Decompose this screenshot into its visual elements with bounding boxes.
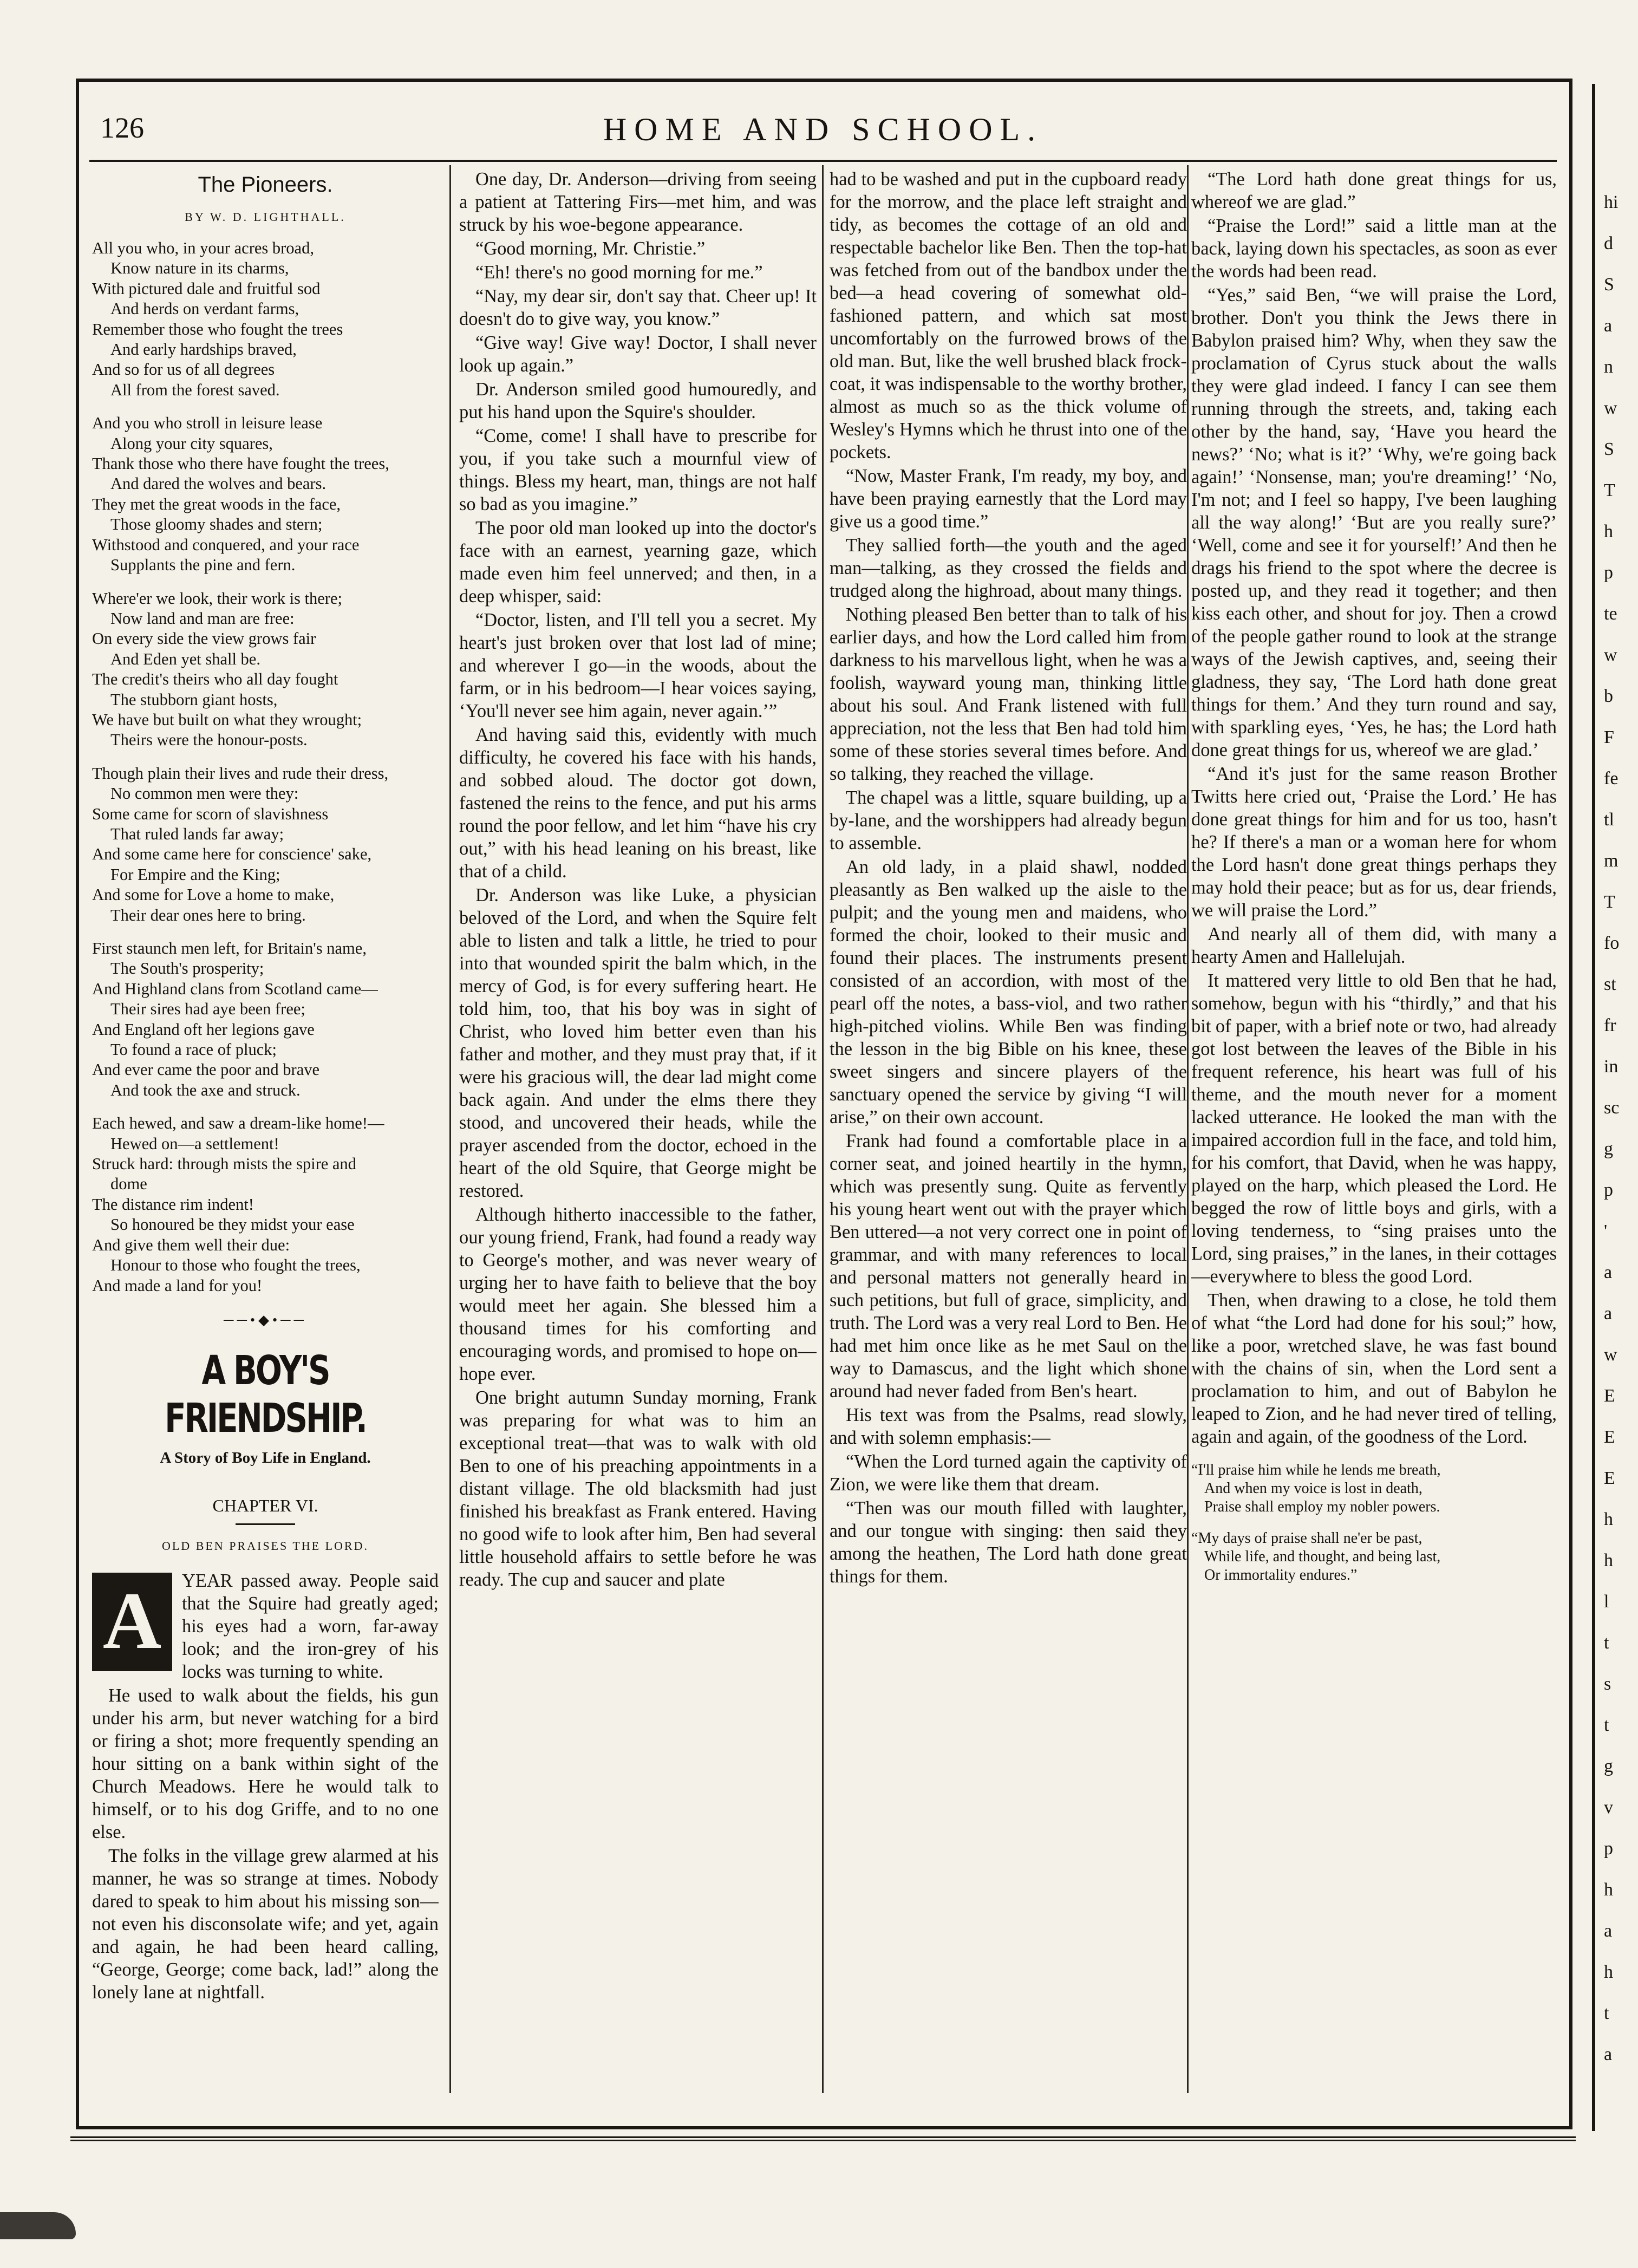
- adjacent-page-fragment: p: [1604, 1180, 1613, 1200]
- poem-line: Though plain their lives and rude their dress,: [92, 764, 389, 783]
- poem-line: And dared the wolves and bears.: [110, 474, 327, 493]
- paragraph: “The Lord hath done great things for us, whereof we are glad.”: [1191, 169, 1557, 212]
- paragraph: “Yes,” said Ben, “we will praise the Lord, brother. Don't you think the Jews there in Babylon praised him? Why, when they saw the proclamation of Cyrus stuck about the walls they were glad indeed. I fancy I can see them running through the streets, and, taking each other by the hand, say, ‘Have you heard the news?’ ‘No; what is it?’ ‘Why, we're going back again!’ ‘Nonsense, man; you're dreaming!’ ‘No, I'm not; and I feel so happy, I've been laughing all the way along!’ ‘But are you really sure?’ ‘Well, come and see it for yourself!’ And then he drags his friend to the spot where the decree is posted up, and they read it together; and then kiss each other, and shout for joy. Then a crowd of the people gather round to look at the strange ways of the Jewish captives, and, seeing their gladness, they say, ‘The Lord hath done great things for them.’ And they turn round and say, with sparkling eyes, ‘Yes, he has; the Lord hath done great things for us, whereof we are glad.’: [1191, 285, 1557, 760]
- hymn-stanza: [1191, 1461, 1557, 1516]
- adjacent-page-fragment: a: [1604, 316, 1613, 336]
- adjacent-page-fragment: T: [1604, 892, 1615, 912]
- poem-line: No common men were they:: [110, 784, 299, 803]
- paragraph: And having said this, evidently with much difficulty, he covered his face with his hands, and sobbed aloud. The doctor got down, fastened the reins to the fence, and put his arms round the poor fellow, and let him “have his cry out,” with his head leaning on his breast, like that of a child.: [459, 725, 817, 882]
- poem-line: The credit's theirs who all day fought: [92, 670, 338, 689]
- adjacent-page-fragment: p: [1604, 563, 1613, 583]
- divider: [236, 1523, 295, 1525]
- poem-line: The distance rim indent!: [92, 1195, 254, 1214]
- poem-line: Where'er we look, their work is there;: [92, 589, 342, 608]
- poem-line: Each hewed, and saw a dream-like home!—: [92, 1114, 384, 1133]
- adjacent-page-fragment: h: [1604, 1880, 1613, 1900]
- adjacent-page-fragment: te: [1604, 604, 1617, 624]
- adjacent-page-fragment: S: [1604, 275, 1614, 295]
- adjacent-page-fragment: T: [1604, 480, 1615, 500]
- adjacent-page-fragment: in: [1604, 1057, 1619, 1077]
- poem-line: Remember those who fought the trees: [92, 320, 343, 338]
- story-text: [1191, 168, 1557, 1448]
- adjacent-page-fragment: s: [1604, 1674, 1611, 1694]
- paragraph: And nearly all of them did, with many a hearty Amen and Hallelujah.: [1191, 924, 1557, 967]
- hymn-line: Or immortality endures.”: [1204, 1567, 1358, 1583]
- adjacent-page-fragment: g: [1604, 1139, 1613, 1159]
- paragraph: “Good morning, Mr. Christie.”: [475, 238, 706, 259]
- paragraph: “And it's just for the same reason Brother Twitts here cried out, ‘Praise the Lord.’ He has done great things for him and for us too, hasn't he? If there's a man or a woman here for whom the Lord hasn't done great things perhaps they may hold their peace; but as for us, dear friends, we will praise the Lord.”: [1191, 764, 1557, 921]
- adjacent-page-fragment: t: [1604, 2003, 1609, 2023]
- poem-stanza: [92, 589, 439, 751]
- paragraph: “Now, Master Frank, I'm ready, my boy, and have been praying earnestly that the Lord may give us a good time.”: [830, 466, 1187, 532]
- adjacent-page-rule: [1592, 84, 1595, 2131]
- adjacent-page-fragment: w: [1604, 1345, 1617, 1365]
- paragraph: The poor old man looked up into the doctor's face with an earnest, yearning gaze, which made even him feel unnerved; and then, in a deep whisper, said:: [459, 518, 817, 607]
- poem-line: The South's prosperity;: [110, 959, 264, 978]
- poem-body: [92, 238, 439, 1296]
- poem-line: And early hardships braved,: [110, 340, 297, 359]
- poem-line: And made a land for you!: [92, 1276, 263, 1295]
- poem-line: And herds on verdant farms,: [110, 299, 299, 318]
- hymn-line: While life, and thought, and being last,: [1204, 1548, 1441, 1565]
- poem-line: Their dear ones here to bring.: [110, 905, 306, 924]
- paragraph: YEAR passed away. People said that the Squire had greatly aged; his eyes had a worn, far-away look; and the iron-grey of his locks was turning to white.: [182, 1570, 439, 1682]
- adjacent-page-fragment: h: [1604, 1962, 1613, 1982]
- paragraph: His text was from the Psalms, read slowly, and with solemn emphasis:—: [830, 1405, 1187, 1448]
- adjacent-page-edge: [1592, 84, 1638, 2131]
- paragraph: One bright autumn Sunday morning, Frank was preparing for what was to him an exceptional treat—that was to walk with old Ben to one of his preaching appointments in a distant village. The old blacksmith had just finished his breakfast as Frank entered. Having no good wife to look after him, Ben had several little household affairs to settle before he was ready. The cup and saucer and plate: [459, 1387, 817, 1590]
- adjacent-page-fragment: E: [1604, 1468, 1615, 1488]
- poem-line: All you who, in your acres broad,: [92, 239, 314, 257]
- paragraph: The folks in the village grew alarmed at his manner, he was so strange at times. Nobody dared to speak to him about his missing son—not even his disconsolate wife; and yet, again and again, he had been heard calling, “George, George; come back, lad!” along the lonely lane at nightfall.: [92, 1845, 439, 2003]
- poem-line: Now land and man are free:: [110, 609, 295, 628]
- poem-line: They met the great woods in the face,: [92, 494, 341, 513]
- adjacent-page-fragment: sc: [1604, 1098, 1620, 1118]
- paragraph: “Praise the Lord!” said a little man at the back, laying down his spectacles, as soon as ever the words had been read.: [1191, 216, 1557, 282]
- chapter-subtitle: OLD BEN PRAISES THE LORD.: [161, 1539, 369, 1553]
- poem-line: And some for Love a home to make,: [92, 885, 335, 904]
- adjacent-page-fragment: w: [1604, 398, 1617, 418]
- adjacent-page-fragment: fo: [1604, 933, 1620, 953]
- paragraph: “Nay, my dear sir, don't say that. Cheer up! It doesn't do to give way, you know.”: [459, 286, 817, 329]
- paragraph: An old lady, in a plaid shawl, nodded pleasantly as Ben walked up the aisle to the pulpit; and the young men and maidens, who formed the choir, looked to their music and found their places. The instruments present consisted of an accordion, with most of the pearl off the notes, a bass-viol, and two rather high-pitched violins. While Ben was finding the lesson in the big Bible on his knee, these sweet singers and sincere players of the sanctuary opened the service by giving “I will arise,” on their own account.: [830, 857, 1187, 1128]
- paragraph: “Doctor, listen, and I'll tell you a secret. My heart's just broken over that lost lad of mine; and wherever I go—in the woods, about the farm, or in his bedroom—I hear voices saying, ‘You'll never see him again, never again.’”: [459, 610, 817, 721]
- adjacent-page-fragment: hi: [1604, 192, 1619, 212]
- poem-title: The Pioneers.: [198, 173, 333, 197]
- ink-smudge: [0, 2212, 76, 2239]
- adjacent-page-fragment: n: [1604, 357, 1613, 377]
- paragraph: Frank had found a comfortable place in a corner seat, and joined heartily in the hymn, which was presently sung. Quite as fervently his young heart went out with the prayer which Ben uttered—a not very correct one in point of grammar, and with many references to local and personal matters not generally heard in such petitions, but full of grace, simplicity, and truth. The Lord was a very real Lord to Ben. He had met him once like as he met Saul on the way to Damascus, and the light which shone around had never faded from Ben's heart.: [830, 1131, 1187, 1402]
- adjacent-page-fragment: b: [1604, 686, 1613, 706]
- story-text: [830, 168, 1187, 1588]
- adjacent-page-fragment: p: [1604, 1839, 1613, 1859]
- poem-line: And give them well their due:: [92, 1235, 290, 1254]
- hymn-stanza: [1191, 1529, 1557, 1585]
- poem-stanza: [92, 413, 439, 575]
- paragraph: One day, Dr. Anderson—driving from seeing a patient at Tattering Firs—met him, and was struck by his woe-begone appearance.: [459, 169, 817, 235]
- poem-line: dome: [110, 1175, 147, 1194]
- adjacent-page-fragment: v: [1604, 1797, 1613, 1817]
- poem-line: We have but built on what they wrought;: [92, 710, 362, 729]
- poem-line: Struck hard: through mists the spire and: [92, 1155, 356, 1174]
- paragraph: Dr. Anderson smiled good humouredly, and put his hand upon the Squire's shoulder.: [459, 379, 817, 422]
- poem-line: Withstood and conquered, and your race: [92, 535, 360, 554]
- poem-line: And Eden yet shall be.: [110, 649, 260, 668]
- poem-line: Some came for scorn of slavishness: [92, 804, 329, 823]
- paragraph: Dr. Anderson was like Luke, a physician beloved of the Lord, and when the Squire felt able to listen and talk a little, he tried to pour into that wounded spirit the balm which, in the mercy of God, is for every suffering heart. He told him, too, that his boy was in sight of Christ, who loved him better even than his father and mother, and they must pray that, if it were his gracious will, the dear lad might come back again. And under the elms there they stood, and uncovered their heads, while the prayer ascended from the doctor, echoed in the heart of the old Squire, that George might be restored.: [459, 885, 817, 1201]
- paragraph: “Eh! there's no good morning for me.”: [475, 262, 763, 283]
- poem-line: And you who stroll in leisure lease: [92, 414, 323, 433]
- adjacent-page-fragment: tl: [1604, 810, 1614, 830]
- poem-line: Those gloomy shades and stern;: [110, 515, 323, 534]
- poem-line: Along your city squares,: [110, 434, 273, 453]
- adjacent-page-fragment: a: [1604, 2044, 1613, 2064]
- poem-line: To found a race of pluck;: [110, 1040, 277, 1059]
- poem-line: First staunch men left, for Britain's name,: [92, 939, 367, 957]
- adjacent-page-fragment: m: [1604, 851, 1619, 871]
- poem-line: Honour to those who fought the trees,: [110, 1256, 361, 1275]
- poem-line: And England oft her legions gave: [92, 1020, 315, 1039]
- poem-line: On every side the view grows fair: [92, 629, 316, 648]
- ornamental-divider: ──•◆•──: [224, 1312, 307, 1328]
- paragraph: “Come, come! I shall have to prescribe for you, if you take such a mournful view of things. Bless my heart, man, things are not half so bad as you imagine.”: [459, 426, 817, 514]
- poem-line: And Highland clans from Scotland came—: [92, 979, 378, 998]
- poem-line: And ever came the poor and brave: [92, 1060, 320, 1079]
- poem-line: And so for us of all degrees: [92, 360, 275, 379]
- column-rule: [1187, 165, 1189, 2093]
- poem-line: For Empire and the King;: [110, 865, 280, 884]
- adjacent-page-fragment: st: [1604, 974, 1616, 994]
- poem-line: And some came here for conscience' sake,: [92, 845, 372, 864]
- poem-line: Their sires had aye been free;: [110, 1000, 305, 1019]
- poem-byline: BY W. D. LIGHTHALL.: [185, 210, 346, 224]
- column-1: [92, 168, 439, 2117]
- adjacent-page-fragment: E: [1604, 1427, 1615, 1447]
- column-2: [459, 168, 817, 2117]
- poem-line: The stubborn giant hosts,: [110, 690, 278, 709]
- adjacent-page-fragment: h: [1604, 1550, 1613, 1570]
- adjacent-page-fragment: fr: [1604, 1015, 1616, 1035]
- story-text: [459, 168, 817, 1591]
- paragraph: “Then was our mouth filled with laughter, and our tongue with singing: then said they among the heathen, The Lord hath done great things for them.: [830, 1498, 1187, 1587]
- poem-stanza: [92, 939, 439, 1100]
- adjacent-page-fragment: t: [1604, 1715, 1609, 1735]
- paragraph: “When the Lord turned again the captivity of Zion, we were like them that dream.: [830, 1451, 1187, 1495]
- column-rule: [449, 165, 451, 2093]
- paragraph: Nothing pleased Ben better than to talk of his earlier days, and how the Lord called him from darkness to his marvellous light, when he was a foolish, wayward young man, thinking little about his soul. And Frank listened with full appreciation, not the less that Ben had told him some of these stories several times before. And so talking, they reached the village.: [830, 604, 1187, 784]
- poem-line: Know nature in its charms,: [110, 259, 289, 278]
- hymn-line: And when my voice is lost in death,: [1204, 1480, 1422, 1497]
- paragraph: The chapel was a little, square building, up a by-lane, and the worshippers had already begun to assemble.: [830, 787, 1187, 853]
- adjacent-page-fragment: d: [1604, 233, 1613, 253]
- adjacent-page-fragment: fe: [1604, 768, 1619, 788]
- poem-line: So honoured be they midst your ease: [110, 1215, 355, 1234]
- paragraph: He used to walk about the fields, his gun under his arm, but never watching for a bird or firing a shot; more frequently spending an hour sitting on a bank within sight of the Church Meadows. Here he would talk to himself, or to his dog Griffe, and to no one else.: [92, 1685, 439, 1842]
- poem-line: That ruled lands far away;: [110, 824, 284, 843]
- frame-bottom-rule: [70, 2136, 1576, 2141]
- paragraph: Then, when drawing to a close, he told them of what “the Lord had done for his soul;” how, like a poor, wretched slave, he was fast bound with the chains of sin, when the Lord sent a proclamation to him, and out of Babylon he leaped to Zion, and he had never tired of telling, again and again, of the goodness of the Lord.: [1191, 1290, 1557, 1447]
- poem-line: With pictured dale and fruitful sod: [92, 279, 321, 298]
- adjacent-page-fragment: S: [1604, 439, 1614, 459]
- closing-hymn-quote: [1191, 1461, 1557, 1585]
- running-head: HOME AND SCHOOL.: [603, 112, 1043, 147]
- adjacent-page-fragment: a: [1604, 1921, 1613, 1941]
- column-4: [1191, 168, 1557, 2117]
- adjacent-page-fragment: l: [1604, 1592, 1609, 1612]
- poem-line: Thank those who there have fought the trees,: [92, 454, 389, 473]
- adjacent-page-fragment: a: [1604, 1262, 1613, 1282]
- hymn-line: Praise shall employ my nobler powers.: [1204, 1498, 1440, 1515]
- poem-line: Theirs were the honour-posts.: [110, 731, 308, 750]
- adjacent-page-fragment: t: [1604, 1633, 1609, 1653]
- dropcap-initial: A: [92, 1573, 172, 1671]
- adjacent-page-fragment: ': [1604, 1221, 1608, 1241]
- poem-stanza: [92, 238, 439, 400]
- adjacent-page-fragment: E: [1604, 1386, 1615, 1406]
- column-3: [830, 168, 1187, 2117]
- story-title: A BOY'S FRIENDSHIP.: [165, 1347, 366, 1442]
- adjacent-page-fragment: g: [1604, 1756, 1613, 1776]
- paragraph: had to be washed and put in the cupboard ready for the morrow, and the place left straight and tidy, as becomes the cottage of an old and respectable bachelor like Ben. Then the top-hat was fetched from out of the bandbox under the bed—a head covering of somewhat old-fashioned pattern, and which sat most uncomfortably on the furrowed brows of the old man. But, like the well brushed black frock-coat, it was indispensable to the worthy brother, almost as much so as the thick volume of Wesley's Hymns which he thrust into one of the pockets.: [830, 169, 1187, 462]
- paragraph: “Give way! Give way! Doctor, I shall never look up again.”: [459, 333, 817, 376]
- hymn-line: “My days of praise shall ne'er be past,: [1191, 1530, 1422, 1547]
- poem-line: Supplants the pine and fern.: [110, 556, 296, 575]
- poem-stanza: [92, 764, 439, 926]
- paragraph: It mattered very little to old Ben that he had, somehow, begun with his “thirdly,” and that his bit of paper, with a brief note or two, had already got lost between the leaves of the Bible in his frequent reference, his heart was full of his theme, and the mouth never for a moment lacked utterance. He looked the man with the impaired accordion full in the face, and told him, for his comfort, that David, when he was happy, played on the harp, which pleased the Lord. He begged the row of little boys and girls, with a loving tenderness, to “sing praises unto the Lord, sing praises,” in the lanes, in their cottages—everywhere to bless the good Lord.: [1191, 970, 1557, 1287]
- poem-stanza: [92, 1113, 439, 1296]
- poem-line: And took the axe and struck.: [110, 1080, 301, 1099]
- poem-line: All from the forest saved.: [110, 380, 280, 399]
- column-rule: [822, 165, 824, 2093]
- paragraph: Although hitherto inaccessible to the father, our young friend, Frank, had found a ready way to George's mother, and was never weary of urging her to have faith to believe that the boy would meet her again. She blessed him a thousand times for his comforting and encouraging words, and promised to hope on—hope ever.: [459, 1204, 817, 1384]
- poem-line: Hewed on—a settlement!: [110, 1134, 279, 1153]
- page-header: [89, 100, 1557, 162]
- paragraph: They sallied forth—the youth and the aged man—talking, as they crossed the fields and trudged along the highroad, about many things.: [830, 535, 1187, 601]
- hymn-line: “I'll praise him while he lends me breath,: [1191, 1462, 1441, 1478]
- story-subtitle: A Story of Boy Life in England.: [160, 1449, 371, 1467]
- adjacent-page-fragment: h: [1604, 522, 1613, 542]
- chapter-heading: CHAPTER VI.: [212, 1495, 318, 1515]
- page-number: 126: [100, 112, 144, 144]
- adjacent-page-fragment: h: [1604, 1509, 1613, 1529]
- adjacent-page-fragment: F: [1604, 727, 1614, 747]
- adjacent-page-fragment: a: [1604, 1304, 1613, 1324]
- adjacent-page-fragment: w: [1604, 645, 1617, 665]
